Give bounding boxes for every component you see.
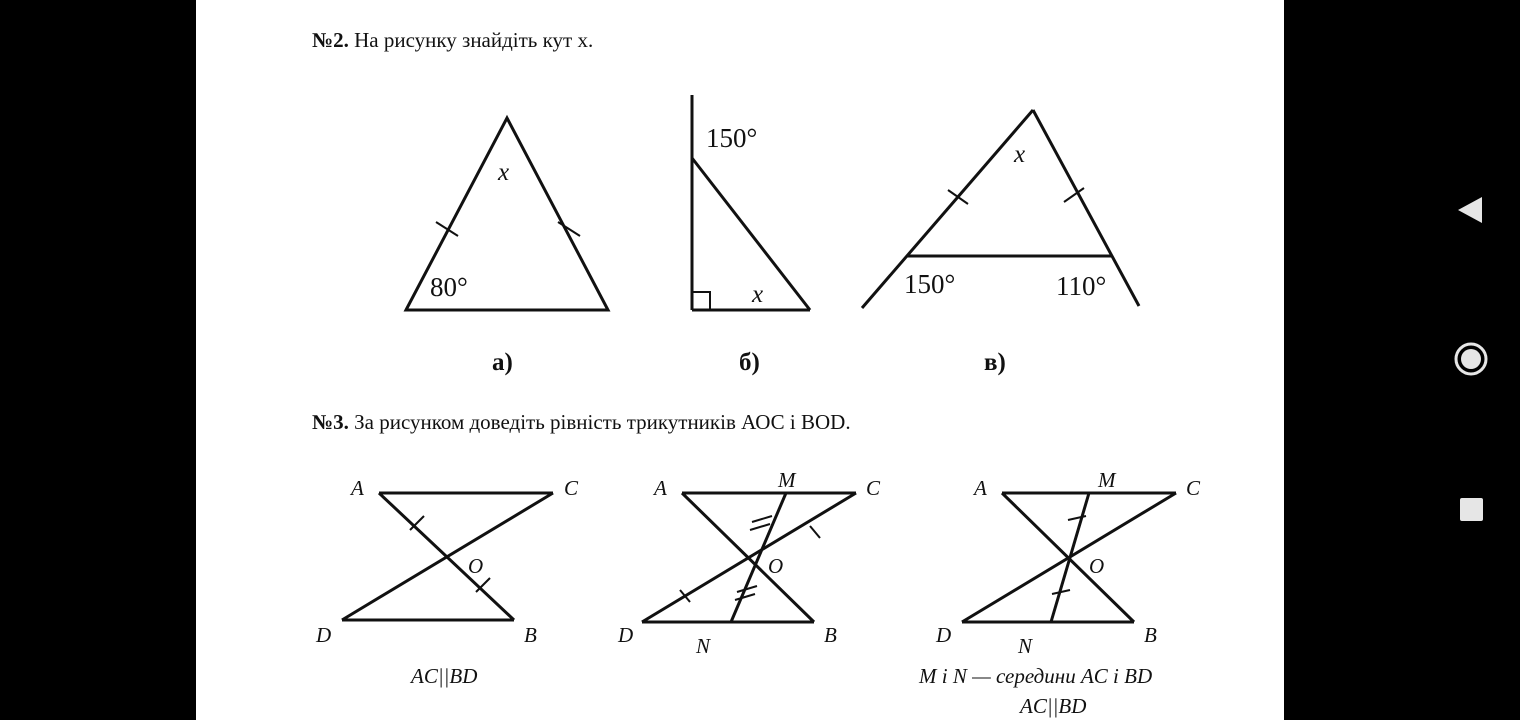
angle-x-label: x [498, 159, 510, 186]
point-A-label: A [974, 476, 987, 500]
point-C-label: C [866, 476, 881, 500]
back-button[interactable] [1284, 175, 1520, 245]
caption-midpoints: M і N — середини AC і BD [919, 664, 1153, 688]
point-M-label: M [778, 468, 796, 492]
home-button[interactable] [1284, 324, 1520, 394]
caption-parallel: AC||BD [1020, 694, 1087, 718]
point-O-label: O [1089, 554, 1105, 578]
figure-b [692, 95, 810, 376]
right-angle-mark [692, 292, 710, 310]
point-A-label: A [351, 476, 364, 500]
segment-MN [1051, 493, 1089, 622]
task3-text: За рисунком доведіть рівність трикутників АОС і ВОD. [348, 410, 851, 434]
android-nav-bar [1284, 0, 1520, 720]
point-B-label: B [1144, 623, 1157, 647]
point-N-label: N [696, 634, 711, 658]
angle-110-label: 110° [1056, 271, 1107, 301]
task3-figure-1 [315, 476, 579, 688]
point-D-label: D [316, 623, 332, 647]
angle-150-label: 150° [706, 123, 758, 153]
double-tick-MO-1 [752, 516, 772, 522]
document-page [196, 0, 1284, 720]
task3-figure-3 [918, 468, 1201, 718]
circle-home-icon [1284, 324, 1520, 394]
tick-mark-left [948, 190, 968, 204]
figure-c-label: в) [984, 349, 1006, 376]
angle-x-label: x [752, 281, 764, 308]
figures-canvas [196, 0, 1284, 720]
point-A-label: A [654, 476, 667, 500]
point-D-label: D [936, 623, 952, 647]
triangle-back-icon [1284, 175, 1520, 245]
figure-c [862, 110, 1139, 376]
recents-button[interactable] [1284, 474, 1520, 544]
tick-mark-CO [810, 526, 820, 538]
task3-number: №3. [312, 410, 349, 434]
point-O-label: O [768, 554, 784, 578]
tick-mark-MO [1068, 516, 1086, 520]
point-M-label: M [1098, 468, 1116, 492]
task2-text: На рисунку знайдіть кут х. [348, 28, 594, 52]
tick-mark-OD [680, 590, 690, 602]
figure-a [406, 118, 608, 376]
double-tick-ON-2 [735, 594, 755, 600]
point-N-label: N [1018, 634, 1033, 658]
figure-b-label: б) [739, 349, 760, 376]
segment-CD [342, 493, 553, 620]
double-tick-MO-2 [750, 524, 770, 530]
task3-heading [312, 410, 851, 435]
point-B-label: B [824, 623, 837, 647]
task3-figure-2 [617, 468, 881, 658]
caption-parallel: AC||BD [411, 664, 478, 688]
segment-CD [642, 493, 856, 622]
task2-number: №2. [312, 28, 349, 52]
point-B-label: B [524, 623, 537, 647]
figure-a-label: а) [492, 349, 513, 376]
point-O-label: O [468, 554, 484, 578]
point-D-label: D [618, 623, 634, 647]
point-C-label: C [564, 476, 579, 500]
angle-x-label: x [1014, 141, 1026, 168]
hypotenuse [692, 158, 810, 310]
point-C-label: C [1186, 476, 1201, 500]
angle-80-label: 80° [430, 272, 468, 302]
square-recents-icon [1284, 474, 1520, 544]
angle-150-label: 150° [904, 269, 956, 299]
